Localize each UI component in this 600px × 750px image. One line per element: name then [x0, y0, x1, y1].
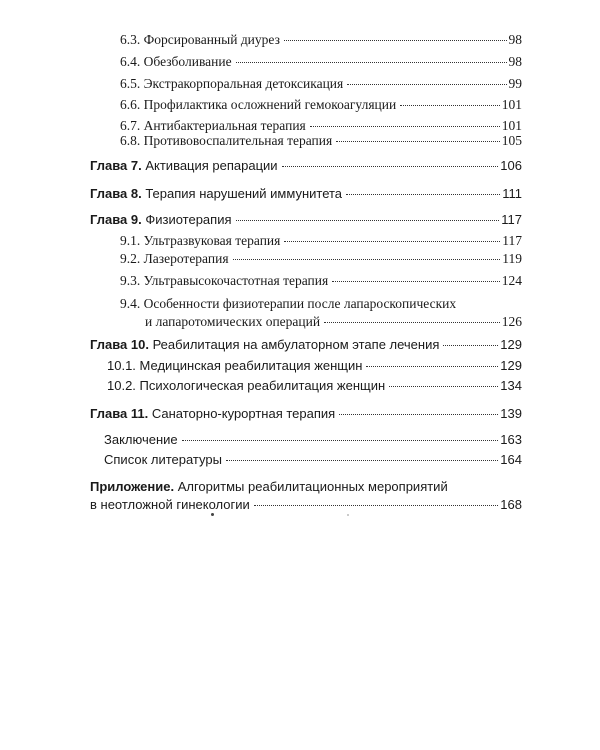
page-number: 111 — [502, 186, 522, 201]
page-number: 99 — [508, 76, 522, 91]
entry-number: 6.6. — [120, 97, 141, 112]
page-number: 106 — [500, 158, 522, 173]
entry-title: Заключение — [104, 432, 178, 447]
toc-entry-9-1 — [120, 232, 522, 249]
dot-leader — [236, 62, 507, 63]
entry-title: Лазеротерапия — [143, 251, 229, 266]
toc-appendix — [90, 478, 522, 513]
toc-conclusion — [104, 431, 522, 448]
toc-chapter-7 — [90, 157, 522, 174]
chapter-title: Терапия нарушений иммунитета — [145, 186, 343, 201]
toc-entry-6-5 — [120, 75, 522, 92]
appendix-title-line-1: Алгоритмы реабилитационных мероприятий — [177, 479, 448, 494]
entry-number: 9.1. — [120, 233, 141, 248]
dot-leader — [332, 281, 500, 282]
entry-title: Антибактериальная терапия — [143, 118, 306, 133]
entry-number: 6.4. — [120, 54, 141, 69]
toc-entry-6-3 — [120, 31, 522, 48]
dot-leader — [236, 220, 500, 221]
toc-entry-6-6 — [120, 96, 522, 113]
entry-title: Список литературы — [104, 452, 222, 467]
print-speck — [211, 513, 214, 516]
entry-number: 9.2. — [120, 251, 141, 266]
entry-number: 9.3. — [120, 273, 141, 288]
page-number: 101 — [501, 118, 522, 133]
entry-number: 6.3. — [120, 32, 141, 47]
dot-leader — [284, 40, 507, 41]
entry-title: Ультразвуковая терапия — [143, 233, 281, 248]
dot-leader — [443, 345, 498, 346]
toc-entry-9-3 — [120, 272, 522, 289]
chapter-label: Глава 9. — [90, 212, 142, 227]
dot-leader — [346, 194, 500, 195]
page-number: 105 — [501, 133, 522, 148]
toc-references — [104, 451, 522, 468]
page-number: 98 — [508, 54, 522, 69]
page-number: 117 — [502, 233, 522, 248]
dot-leader — [347, 84, 506, 85]
page-number: 168 — [500, 497, 522, 512]
toc-entry-10-2 — [107, 377, 522, 394]
page-number: 163 — [500, 432, 522, 447]
entry-number: 6.8. — [120, 133, 141, 148]
entry-title: Ультравысокочастотная терапия — [143, 273, 329, 288]
dot-leader — [366, 366, 498, 367]
entry-title: Противовоспалительная терапия — [143, 133, 333, 148]
appendix-title-line-2: в неотложной гинекологии — [90, 497, 250, 512]
page-number: 117 — [501, 212, 522, 227]
chapter-label: Глава 7. — [90, 158, 142, 173]
appendix-label: Приложение. — [90, 479, 175, 494]
toc-entry-9-2 — [120, 250, 522, 267]
toc-chapter-10 — [90, 336, 522, 353]
chapter-label: Глава 11. — [90, 406, 149, 421]
chapter-title: Санаторно-курортная терапия — [151, 406, 336, 421]
toc-entry-9-4 — [120, 295, 522, 330]
entry-title-line-2: и лапаротомических операций — [145, 314, 321, 329]
entry-number: 9.4. — [120, 296, 141, 311]
entry-number: 10.2. — [107, 378, 136, 393]
page-number: 164 — [500, 452, 522, 467]
dot-leader — [254, 505, 499, 506]
entry-title: Профилактика осложнений гемокоагуляции — [143, 97, 397, 112]
chapter-label: Глава 10. — [90, 337, 149, 352]
print-speck — [347, 514, 349, 516]
entry-title: Обезболивание — [143, 54, 232, 69]
toc-chapter-8 — [90, 185, 522, 202]
dot-leader — [336, 141, 500, 142]
page-number: 124 — [501, 273, 522, 288]
page-number: 98 — [508, 32, 522, 47]
dot-leader — [400, 105, 500, 106]
page-number: 134 — [500, 378, 522, 393]
dot-leader — [284, 241, 500, 242]
toc-chapter-11 — [90, 405, 522, 422]
toc-chapter-9 — [90, 211, 522, 228]
entry-number: 6.5. — [120, 76, 141, 91]
page-number: 101 — [501, 97, 522, 112]
entry-number: 6.7. — [120, 118, 141, 133]
toc-entry-6-4 — [120, 53, 522, 70]
dot-leader — [389, 386, 498, 387]
chapter-title: Реабилитация на амбулаторном этапе лечения — [152, 337, 440, 352]
entry-title: Психологическая реабилитация женщин — [139, 378, 386, 393]
page-number: 119 — [502, 251, 522, 266]
page-number: 126 — [501, 314, 522, 329]
page-number: 139 — [500, 406, 522, 421]
chapter-title: Физиотерапия — [145, 212, 232, 227]
dot-leader — [339, 414, 498, 415]
dot-leader — [182, 440, 499, 441]
entry-title-line-1: Особенности физиотерапии после лапароскопических — [143, 296, 457, 311]
dot-leader — [310, 126, 500, 127]
dot-leader — [226, 460, 498, 461]
dot-leader — [324, 322, 500, 323]
entry-title: Экстракорпоральная детоксикация — [143, 76, 344, 91]
toc-entry-6-8 — [120, 132, 522, 149]
dot-leader — [233, 259, 501, 260]
dot-leader — [282, 166, 499, 167]
entry-title: Медицинская реабилитация женщин — [139, 358, 363, 373]
toc-entry-10-1 — [107, 357, 522, 374]
entry-number: 10.1. — [107, 358, 136, 373]
entry-title: Форсированный диурез — [143, 32, 280, 47]
page-number: 129 — [500, 358, 522, 373]
page-number: 129 — [500, 337, 522, 352]
chapter-title: Активация репарации — [145, 158, 278, 173]
chapter-label: Глава 8. — [90, 186, 142, 201]
